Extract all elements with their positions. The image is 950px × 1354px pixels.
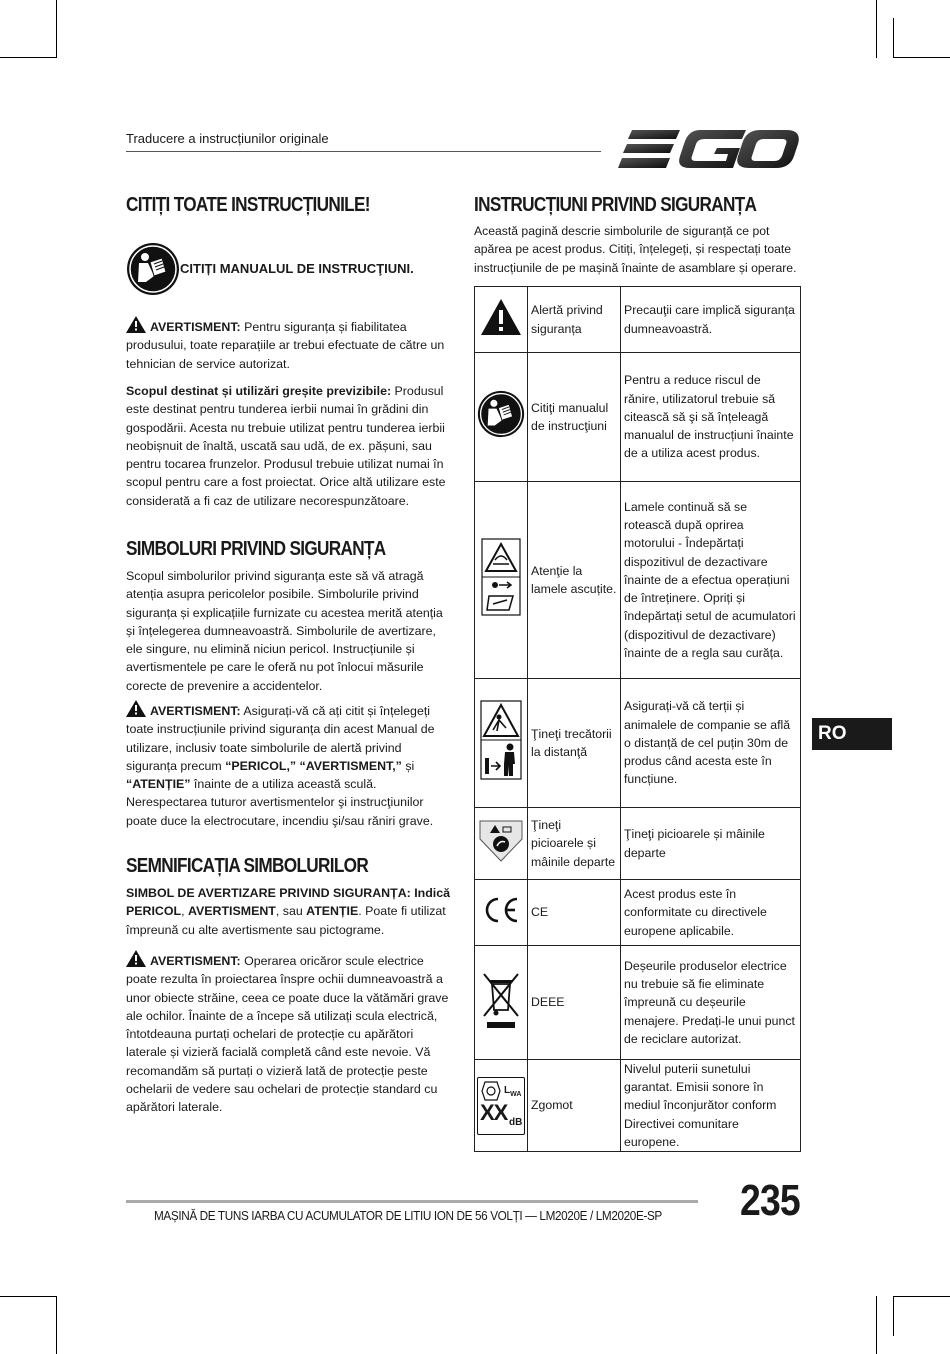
warning-triangle-icon (480, 298, 522, 336)
table-row (475, 808, 801, 880)
table-cell-icon (475, 679, 528, 808)
warning-label: AVERTISMENT: (150, 704, 241, 718)
table-cell-desc: Lamele continuă să se rotească după oprirea motorului - Îndepărtați dispozitivul de dezactivare înainte de a efectua operațiuni de întreținere. Opriți și îndepărtați setul de acumulatori (dispozitivul de dezactivare) înainte de a regla sau curăța. (621, 482, 801, 679)
table-row (475, 946, 801, 1060)
table-cell-name: CE (528, 880, 621, 946)
intended-use-text: Produsul este destinat pentru tunderea ierbii numai în grădini din gospodării. Acesta nu trebuie utilizat pentru tunderea ierbii neobișnuit de înaltă, uscată sau udă, de ex. pășuni, sau pentru tocarea frunzelor. Produsul trebuie utilizat numai în scopul pentru care a fost proiectat. Orice altă utilizare este considerată a fi caz de utilizare necorespunzătoare. (126, 384, 446, 508)
read-manual-icon (477, 390, 525, 438)
warning-repairs (126, 316, 450, 373)
sharp-blades-icon (481, 538, 521, 616)
table-cell-name: Alertă privind siguranța (528, 287, 621, 353)
noise-value: XX (480, 1099, 508, 1125)
table-cell-desc: Deșeurile produselor electrice nu trebuie să fie eliminate împreună cu deșeurile menajere. Predați-le unui punct de reciclare autorizat. (621, 946, 801, 1060)
bystanders-icon (480, 700, 522, 780)
meaning-text: , sau (275, 904, 307, 919)
table-row (475, 679, 801, 808)
warning-text: Asigurați-vă că ați citit și înțelegeți toate instrucțiunile privind siguranța din acest Manual de utilizare, inclusiv toate simbolurile de alertă privind siguranța precum (126, 704, 435, 773)
symbols-paragraph: Scopul simbolurilor privind siguranța este să vă atragă atenția asupra pericolelor posibile. Simbolurile privind siguranța și explicațiile furnizate cu acestea merită atenția și înțelegerea dumneavoastră. Simbolurile de avertizare, ele singure, nu elimină niciun pericol. Instrucțiunile și avertismentele pe care le oferă nu pot înlocui măsurile corecte de prevenire a accidentelor. (126, 569, 443, 693)
warning-text: Operarea oricăror scule electrice poate rezulta în proiectarea înspre ochii dumneavoastră a unor obiecte străine, ceea ce poate duce la vătămări grave ale ochilor. Înainte de a începe să utilizați scula electrică, întotdeauna purtați ochelari de protecție cu apărători laterale și vizieră facială completă când este nevoie. Vă recomandăm să purtați o vizieră lată de protecție peste ochelarii de vedere sau ochelari de protecție standard cu apărători laterale. (126, 954, 449, 1115)
table-row (475, 287, 801, 353)
meaning-text: , (181, 904, 188, 919)
signal-word-caution: “ATENȚIE” (126, 777, 191, 792)
crop-mark (893, 57, 950, 58)
table-cell-name: Zgomot (528, 1060, 621, 1152)
warning-label: AVERTISMENT: (150, 954, 241, 968)
title-symbol-meaning: SEMNIFICAȚIA SIMBOLURILOR (126, 855, 369, 877)
table-cell-icon (475, 353, 528, 482)
table-cell-name: Atenţie la lamele ascuțite. (528, 482, 621, 679)
table-cell-desc: Ţineţi picioarele și mâinile departe (621, 808, 801, 880)
read-manual-label: CITIȚI MANUALUL DE INSTRUCŢIUNI. (180, 261, 414, 276)
translation-note: Traducere a instrucțiunilor originale (126, 131, 329, 146)
crop-mark (893, 1296, 894, 1336)
table-cell-name: Citiţi manualul de instrucţiuni (528, 353, 621, 482)
table-row (475, 482, 801, 679)
crop-mark (0, 57, 57, 58)
table-cell-desc: Asigurați-vă că terții și animalele de companie se află o distanță de cel puțin 30m de produs când acesta este în funcțiune. (621, 679, 801, 808)
warning-text: Pentru siguranța și fiabilitatea produsului, toate reparațiile ar trebui efectuate de către un tehnician de service autorizat. (126, 320, 445, 371)
table-cell-name: Ţineţi picioarele și mâinile departe (528, 808, 621, 880)
table-cell-icon (475, 287, 528, 353)
table-cell-desc: Precauţii care implică siguranța dumneavoastră. (621, 287, 801, 353)
title-safety-symbols: SIMBOLURI PRIVIND SIGURANȚA (126, 538, 386, 560)
title-safety-instructions: INSTRUCȚIUNI PRIVIND SIGURANȚA (474, 194, 757, 216)
table-cell-icon (475, 1060, 528, 1152)
meaning-text: . Poate fi utilizat împreună cu alte avertismente sau pictograme. (126, 904, 446, 937)
language-tab: RO (812, 718, 892, 750)
table-cell-desc: Acest produs este în conformitate cu directivele europene aplicabile. (621, 880, 801, 946)
crop-mark (893, 1296, 950, 1297)
noise-unit: dB (509, 1116, 523, 1128)
meaning-bold: AVERTISMENT (187, 904, 276, 919)
crop-mark (56, 0, 57, 58)
table-cell-icon (475, 482, 528, 679)
table-cell-name: Ţineţi trecătorii la distanţă (528, 679, 621, 808)
title-read-all: CITIȚI TOATE INSTRUCȚIUNILE! (126, 194, 370, 216)
table-row (475, 880, 801, 946)
mower-sound-icon (481, 1081, 501, 1101)
warning-eye-protection (126, 950, 454, 1117)
crop-mark (893, 18, 894, 58)
instructions-intro: Această pagină descrie simbolurile de siguranță ce pot apărea pe acest produs. Citiți, înțelegeți, și respectați toate instrucțiunile de pe mașină înainte de asamblare și operare. (474, 224, 797, 275)
hands-feet-icon (478, 819, 524, 863)
read-manual-icon (126, 242, 180, 296)
table-row (475, 353, 801, 482)
warning-label: AVERTISMENT: (150, 320, 241, 334)
symbol-meaning-paragraph (126, 884, 454, 939)
lwa-subscript: WA (510, 1090, 522, 1098)
crop-mark (0, 1296, 57, 1297)
warning-triangle-icon (126, 950, 146, 967)
intended-use-paragraph (126, 382, 450, 510)
page-number: 235 (740, 1176, 800, 1225)
crop-mark (876, 0, 877, 58)
crop-mark (56, 1296, 57, 1354)
table-cell-desc: Pentru a reduce riscul de rănire, utilizatorul trebuie să citească să şi să înțeleagă manualul de instrucțiuni înainte de a utiliza acest produs. (621, 353, 801, 482)
header-divider (126, 151, 601, 152)
warning-triangle-icon (126, 700, 146, 717)
symbols-table (474, 286, 801, 1152)
ce-mark-icon (481, 896, 521, 924)
footer-divider (126, 1200, 698, 1203)
meaning-bold: ATENȚIE (306, 904, 359, 919)
lwa-letter: L (504, 1084, 511, 1096)
warning-text: înainte de a utiliza această sculă. Nerespectarea tuturor avertismentelor şi instrucţiunilor poate duce la electrocutare, incendiu şi/sau răniri grave. (126, 777, 434, 828)
crop-mark (876, 1296, 877, 1354)
table-cell-icon (475, 880, 528, 946)
table-cell-desc: Nivelul puterii sunetului garantat. Emisii sonore în mediul înconjurător conform Directivei comunitare europene. (621, 1060, 801, 1152)
table-cell-icon (475, 946, 528, 1060)
warning-triangle-icon (126, 316, 146, 333)
warning-read-all (126, 700, 450, 830)
signal-words: “PERICOL,” “AVERTISMENT,” (225, 758, 402, 773)
ego-logo (618, 126, 800, 172)
weee-bin-icon (481, 970, 521, 1030)
footer-product-title: MAȘINĂ DE TUNS IARBA CU ACUMULATOR DE LITIU ION DE 56 VOLȚI — LM2020E / LM2020E-SP (154, 1209, 662, 1223)
warning-text: și (401, 758, 415, 773)
noise-level-icon (477, 1077, 525, 1135)
table-cell-icon (475, 808, 528, 880)
meaning-bold: SIMBOL DE AVERTIZARE PRIVIND SIGURANȚA: Indică PERICOL (126, 886, 451, 919)
intended-use-label: Scopul destinat și utilizări greșite previzibile: (126, 384, 392, 398)
table-row (475, 1060, 801, 1152)
table-cell-name: DEEE (528, 946, 621, 1060)
